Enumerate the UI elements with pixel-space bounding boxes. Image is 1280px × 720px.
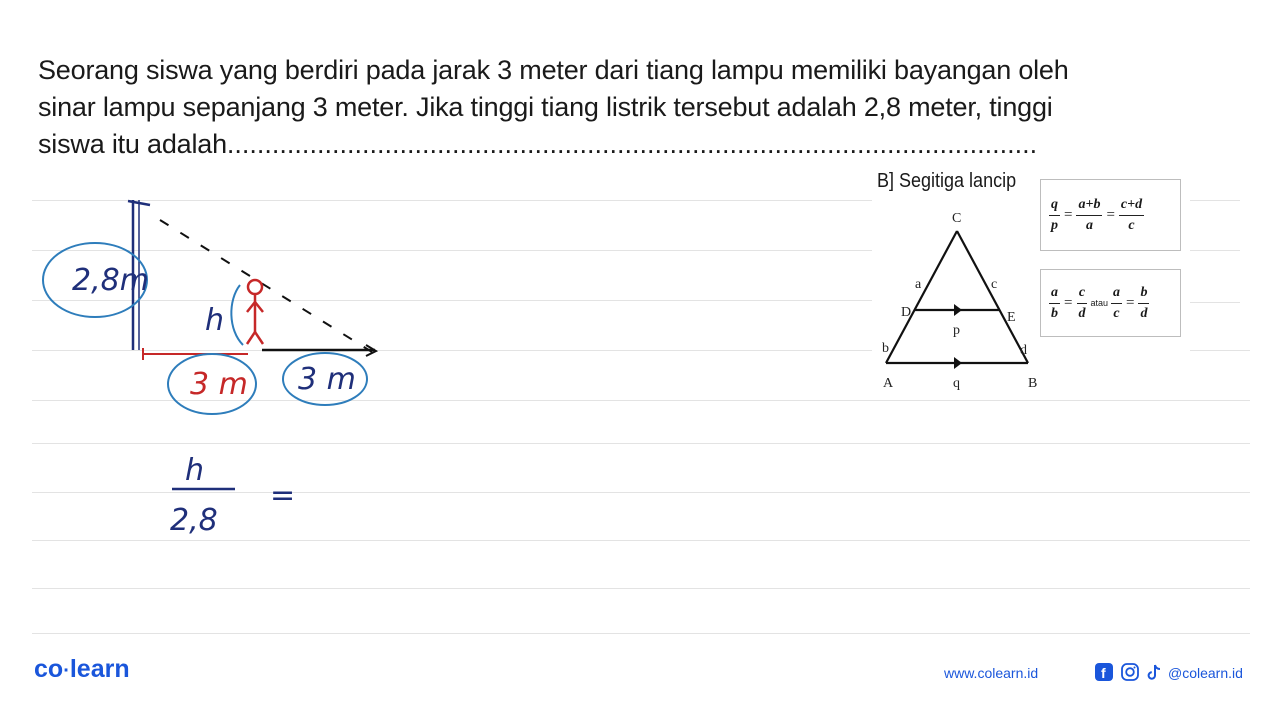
side-c: c xyxy=(991,277,998,292)
formula2-frac1: $\frac{a}{b}$ xyxy=(1051,284,1058,321)
triangle-side-right xyxy=(957,231,1028,363)
ruled-line xyxy=(32,633,1250,634)
ruled-line xyxy=(1190,302,1240,303)
formula1-frac3: $\frac{c+d}{c}$ xyxy=(1120,196,1143,233)
vertex-b: B xyxy=(1028,376,1038,391)
parallel-marker-top xyxy=(954,304,962,316)
formula-box-2 xyxy=(1040,269,1181,337)
equals-op: = xyxy=(1126,294,1135,311)
ruled-line xyxy=(1190,250,1240,251)
logo-right: learn xyxy=(69,655,130,683)
side-a: a xyxy=(915,277,922,292)
formula2-frac3: $\frac{a}{c}$ xyxy=(1113,284,1120,321)
distance-1-label: 3 m xyxy=(190,367,248,402)
side-d: d xyxy=(1020,343,1027,358)
pole-height-label: 2,8m xyxy=(72,263,149,298)
equals-op: = xyxy=(1064,294,1073,311)
formula1-frac1: $\frac{q}{p}$ xyxy=(1051,196,1058,233)
vertex-e: E xyxy=(1007,310,1016,325)
formula2-frac4: $\frac{b}{d}$ xyxy=(1140,284,1148,321)
formula1-frac2: $\frac{a+b}{a}$ xyxy=(1078,196,1101,233)
equals-op: = xyxy=(1064,206,1073,223)
vertex-d: D xyxy=(901,305,912,320)
question-line-1: Seorang siswa yang berdiri pada jarak 3 meter dari tiang lampu memiliki bayangan oleh xyxy=(38,55,1069,85)
logo-left: co xyxy=(34,655,64,683)
website-link[interactable]: www.colearn.id xyxy=(944,665,1039,681)
instagram-icon[interactable] xyxy=(1120,662,1140,682)
ruled-line xyxy=(1190,350,1250,351)
light-ray-dashed xyxy=(160,220,372,352)
parallel-marker-bottom xyxy=(954,357,962,369)
triangle-side-left xyxy=(886,231,957,363)
answer-blank-dots: ............................................................................................................ xyxy=(226,129,1038,159)
formula-box-1 xyxy=(1040,179,1181,251)
social-handle[interactable]: @colearn.id xyxy=(1168,665,1243,681)
vertex-a: A xyxy=(883,376,894,391)
equals-sign: = xyxy=(270,478,296,513)
facebook-icon[interactable] xyxy=(1094,662,1114,682)
segment-q: q xyxy=(953,376,960,391)
side-b: b xyxy=(882,341,889,356)
vertex-c: C xyxy=(952,211,962,226)
segment-p: p xyxy=(953,323,960,338)
distance-2-label: 3 m xyxy=(298,362,356,397)
fraction-numerator: h xyxy=(185,453,205,488)
acute-triangle-diagram xyxy=(868,198,1048,398)
ruled-line xyxy=(32,588,1250,589)
ruled-line xyxy=(1190,200,1240,201)
question-line-3-text: siswa itu adalah xyxy=(38,129,227,159)
question-line-2: sinar lampu sepanjang 3 meter. Jika tinggi tiang listrik tersebut adalah 2,8 meter, tinggi xyxy=(38,92,1053,122)
fraction-denominator: 2,8 xyxy=(170,503,218,538)
reference-title: B] Segitiga lancip xyxy=(877,170,1017,192)
atau-label: atau xyxy=(1090,298,1108,308)
equals-op: = xyxy=(1106,206,1115,223)
logo-dot: · xyxy=(63,660,70,682)
height-bracket xyxy=(231,285,243,345)
tiktok-icon[interactable] xyxy=(1144,662,1164,682)
svg-text:f: f xyxy=(1101,665,1106,681)
colearn-logo[interactable] xyxy=(34,655,130,684)
person-height-label: h xyxy=(205,303,225,338)
student-figure xyxy=(247,280,263,344)
formula2-frac2: $\frac{c}{d}$ xyxy=(1078,284,1086,321)
